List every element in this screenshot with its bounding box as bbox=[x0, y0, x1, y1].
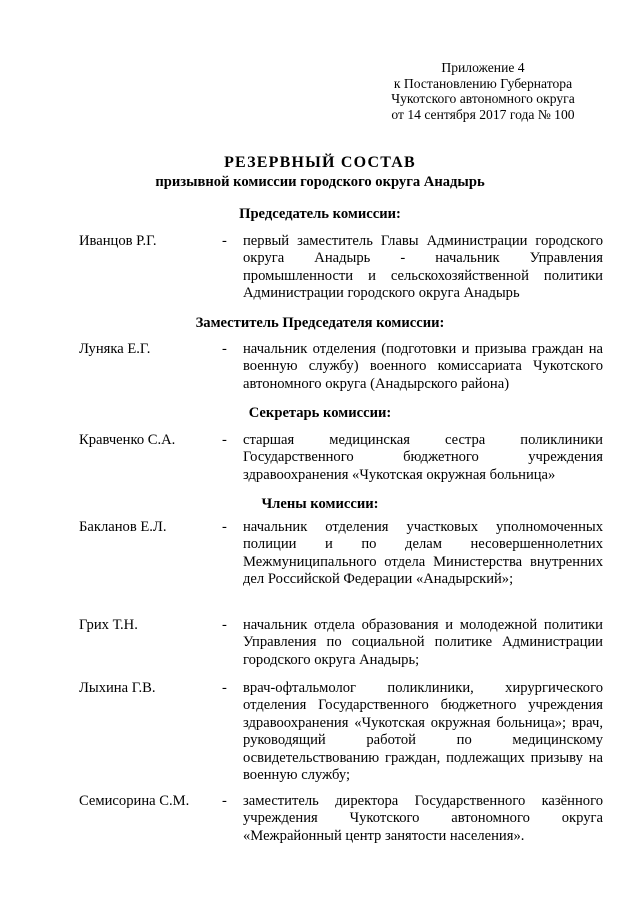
member-name: Иванцов Р.Г. bbox=[79, 233, 157, 249]
member-description: заместитель директора Государственного казённого учреждения Чукотского автономного округа «Межрайонный центр занятости населения». bbox=[243, 793, 603, 844]
section-heading-secretary: Секретарь комиссии: bbox=[248, 405, 392, 421]
member-dash: - bbox=[222, 793, 227, 809]
member-dash: - bbox=[222, 233, 227, 249]
member-name: Кравченко С.А. bbox=[79, 432, 176, 448]
member-dash: - bbox=[222, 432, 227, 448]
member-description: первый заместитель Главы Администрации городского округа Анадырь - начальник Управления промышленности и сельскохозяйственной политики Администрации городского округа Анадырь bbox=[243, 233, 603, 302]
appendix-line: к Постановлению Губернатора bbox=[393, 75, 573, 91]
member-description: старшая медицинская сестра поликлиники Государственного бюджетного учреждения здравоохранения «Чукотская окружная больница» bbox=[243, 432, 603, 483]
member-dash: - bbox=[222, 617, 227, 633]
member-name: Лыхина Г.В. bbox=[79, 680, 156, 696]
section-heading-chairman: Председатель комиссии: bbox=[239, 206, 401, 222]
appendix-line: от 14 сентября 2017 года № 100 bbox=[391, 106, 575, 122]
member-dash: - bbox=[222, 680, 227, 696]
member-description: начальник отдела образования и молодежной политики Управления по социальной политике Администрации городского округа Анадырь; bbox=[243, 617, 603, 668]
member-name: Луняка Е.Г. bbox=[79, 341, 151, 357]
appendix-line: Чукотского автономного округа bbox=[391, 91, 575, 107]
member-description: врач-офтальмолог поликлиники, хирургического отделения Государственного бюджетного учреждения здравоохранения «Чукотская окружная больница»; врач, руководящий работой по медицинскому освидетельствованию граждан, подлежащих призыву на военную службу; bbox=[243, 680, 603, 784]
document-title: РЕЗЕРВНЫЙ СОСТАВ bbox=[224, 154, 416, 171]
member-name: Семисорина С.М. bbox=[79, 793, 190, 809]
member-description: начальник отделения (подготовки и призыва граждан на военную службу) военного комиссариата Чукотского автономного округа (Анадырского района) bbox=[243, 341, 603, 392]
section-heading-members: Члены комиссии: bbox=[261, 496, 379, 512]
section-heading-deputy: Заместитель Председателя комиссии: bbox=[195, 315, 445, 331]
appendix-line: Приложение 4 bbox=[441, 60, 525, 75]
document-subtitle: призывной комиссии городского округа Анадырь bbox=[155, 174, 485, 190]
member-name: Грих Т.Н. bbox=[79, 617, 138, 633]
member-description: начальник отделения участковых уполномоченных полиции и по делам несовершеннолетних Межмуниципального отдела Министерства внутренних дел Российской Федерации «Анадырский»; bbox=[243, 519, 603, 588]
member-name: Бакланов Е.Л. bbox=[79, 519, 167, 535]
member-dash: - bbox=[222, 341, 227, 357]
member-dash: - bbox=[222, 519, 227, 535]
appendix-block bbox=[388, 60, 578, 122]
